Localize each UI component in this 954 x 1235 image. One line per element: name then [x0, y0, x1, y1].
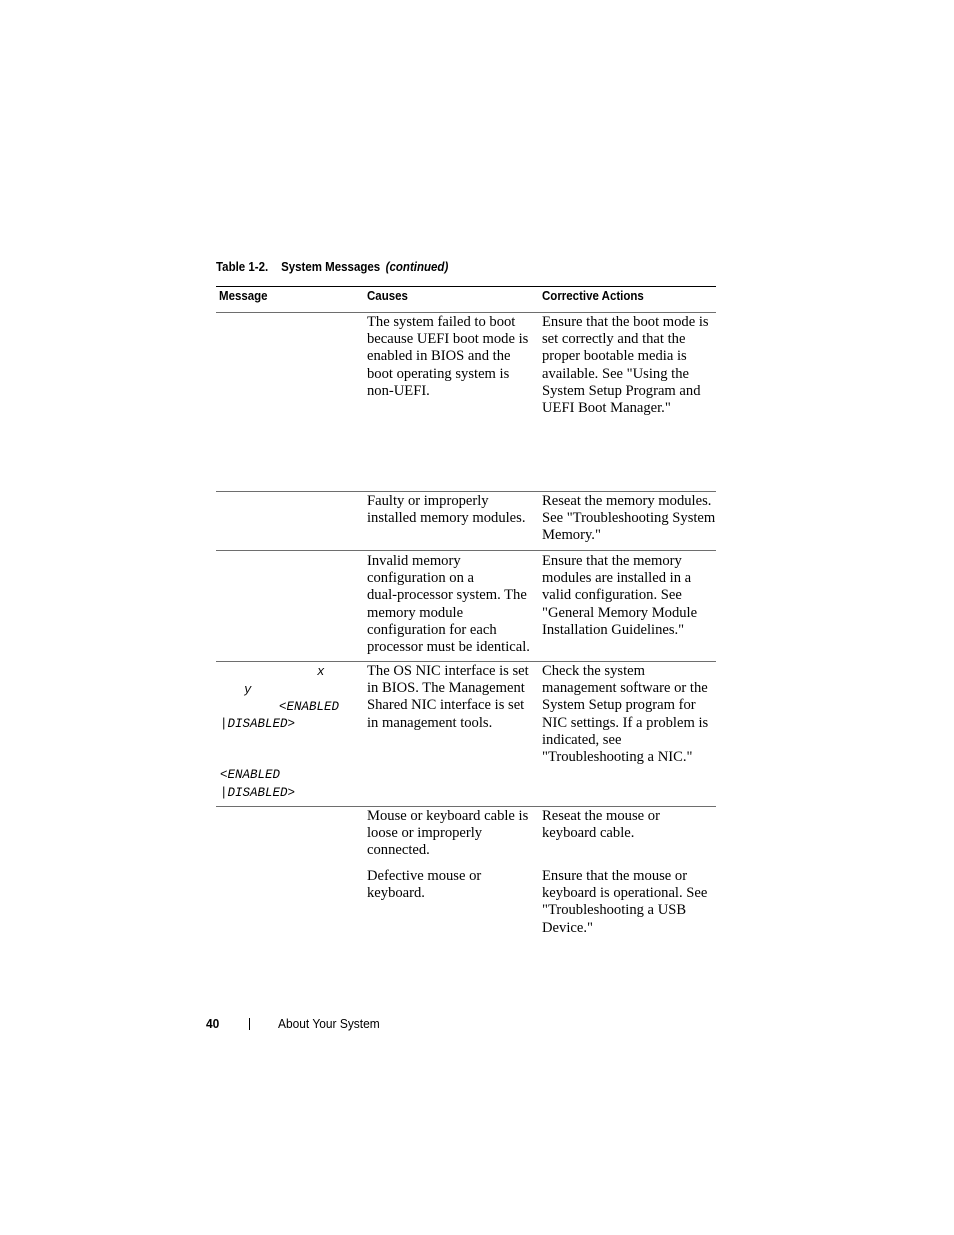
- header-message: Message: [219, 289, 268, 303]
- row3-actions: Ensure that the memory modules are installed in a valid configuration. See "General Memory Module Installation Guidelines.": [542, 553, 698, 638]
- row4-actions: Check the system management software or the System Setup program for NIC settings. If a problem is indicated, see "Troubleshooting a NIC.": [542, 663, 709, 766]
- row5-actions-2: Ensure that the mouse or keyboard is operational. See "Troubleshooting a USB Device.": [542, 868, 708, 936]
- row-divider: [216, 661, 716, 662]
- row2-actions: Reseat the memory modules. See "Troubleshooting System Memory.": [542, 493, 716, 544]
- header-causes: Causes: [367, 289, 408, 303]
- row5-actions: Reseat the mouse or keyboard cable.: [542, 808, 660, 842]
- row5-causes-2: Defective mouse or keyboard.: [367, 868, 482, 902]
- header-corrective-actions: Corrective Actions: [542, 289, 644, 303]
- row4-message-disabled-2: |DISABLED>: [220, 786, 296, 800]
- row-divider: [216, 806, 716, 807]
- table-caption-continued: (continued): [385, 260, 449, 274]
- row-divider: [216, 550, 716, 551]
- footer-section-title: About Your System: [278, 1016, 380, 1031]
- page-number: 40: [206, 1016, 220, 1031]
- table-top-rule: [216, 286, 716, 287]
- row4-message-x: x: [317, 665, 325, 679]
- row4-message-disabled-1: |DISABLED>: [220, 717, 296, 731]
- row4-causes: The OS NIC interface is set in BIOS. The Management Shared NIC interface is set in management tools.: [367, 663, 529, 731]
- row4-message-enabled-2: <ENABLED: [220, 768, 281, 782]
- row1-actions: Ensure that the boot mode is set correctly and that the proper bootable media is available. See "Using the System Setup Program and UEFI Boot Manager.": [542, 314, 709, 417]
- row4-message-y: y: [244, 683, 252, 697]
- row2-causes: Faulty or improperly installed memory modules.: [367, 493, 526, 527]
- table-caption: [216, 260, 448, 274]
- row3-causes: Invalid memory configuration on a dual-processor system. The memory module configuration for each processor must be identical.: [367, 553, 530, 656]
- table-caption-title: System Messages: [281, 260, 381, 274]
- row1-causes: The system failed to boot because UEFI boot mode is enabled in BIOS and the boot operating system is non-UEFI.: [367, 314, 529, 399]
- row5-causes: Mouse or keyboard cable is loose or improperly connected.: [367, 808, 529, 859]
- header-bottom-rule: [216, 312, 716, 313]
- row-divider: [216, 491, 716, 492]
- table-caption-label: Table 1-2.: [216, 260, 269, 274]
- footer-separator: [249, 1018, 250, 1030]
- row4-message-enabled-1: <ENABLED: [279, 700, 340, 714]
